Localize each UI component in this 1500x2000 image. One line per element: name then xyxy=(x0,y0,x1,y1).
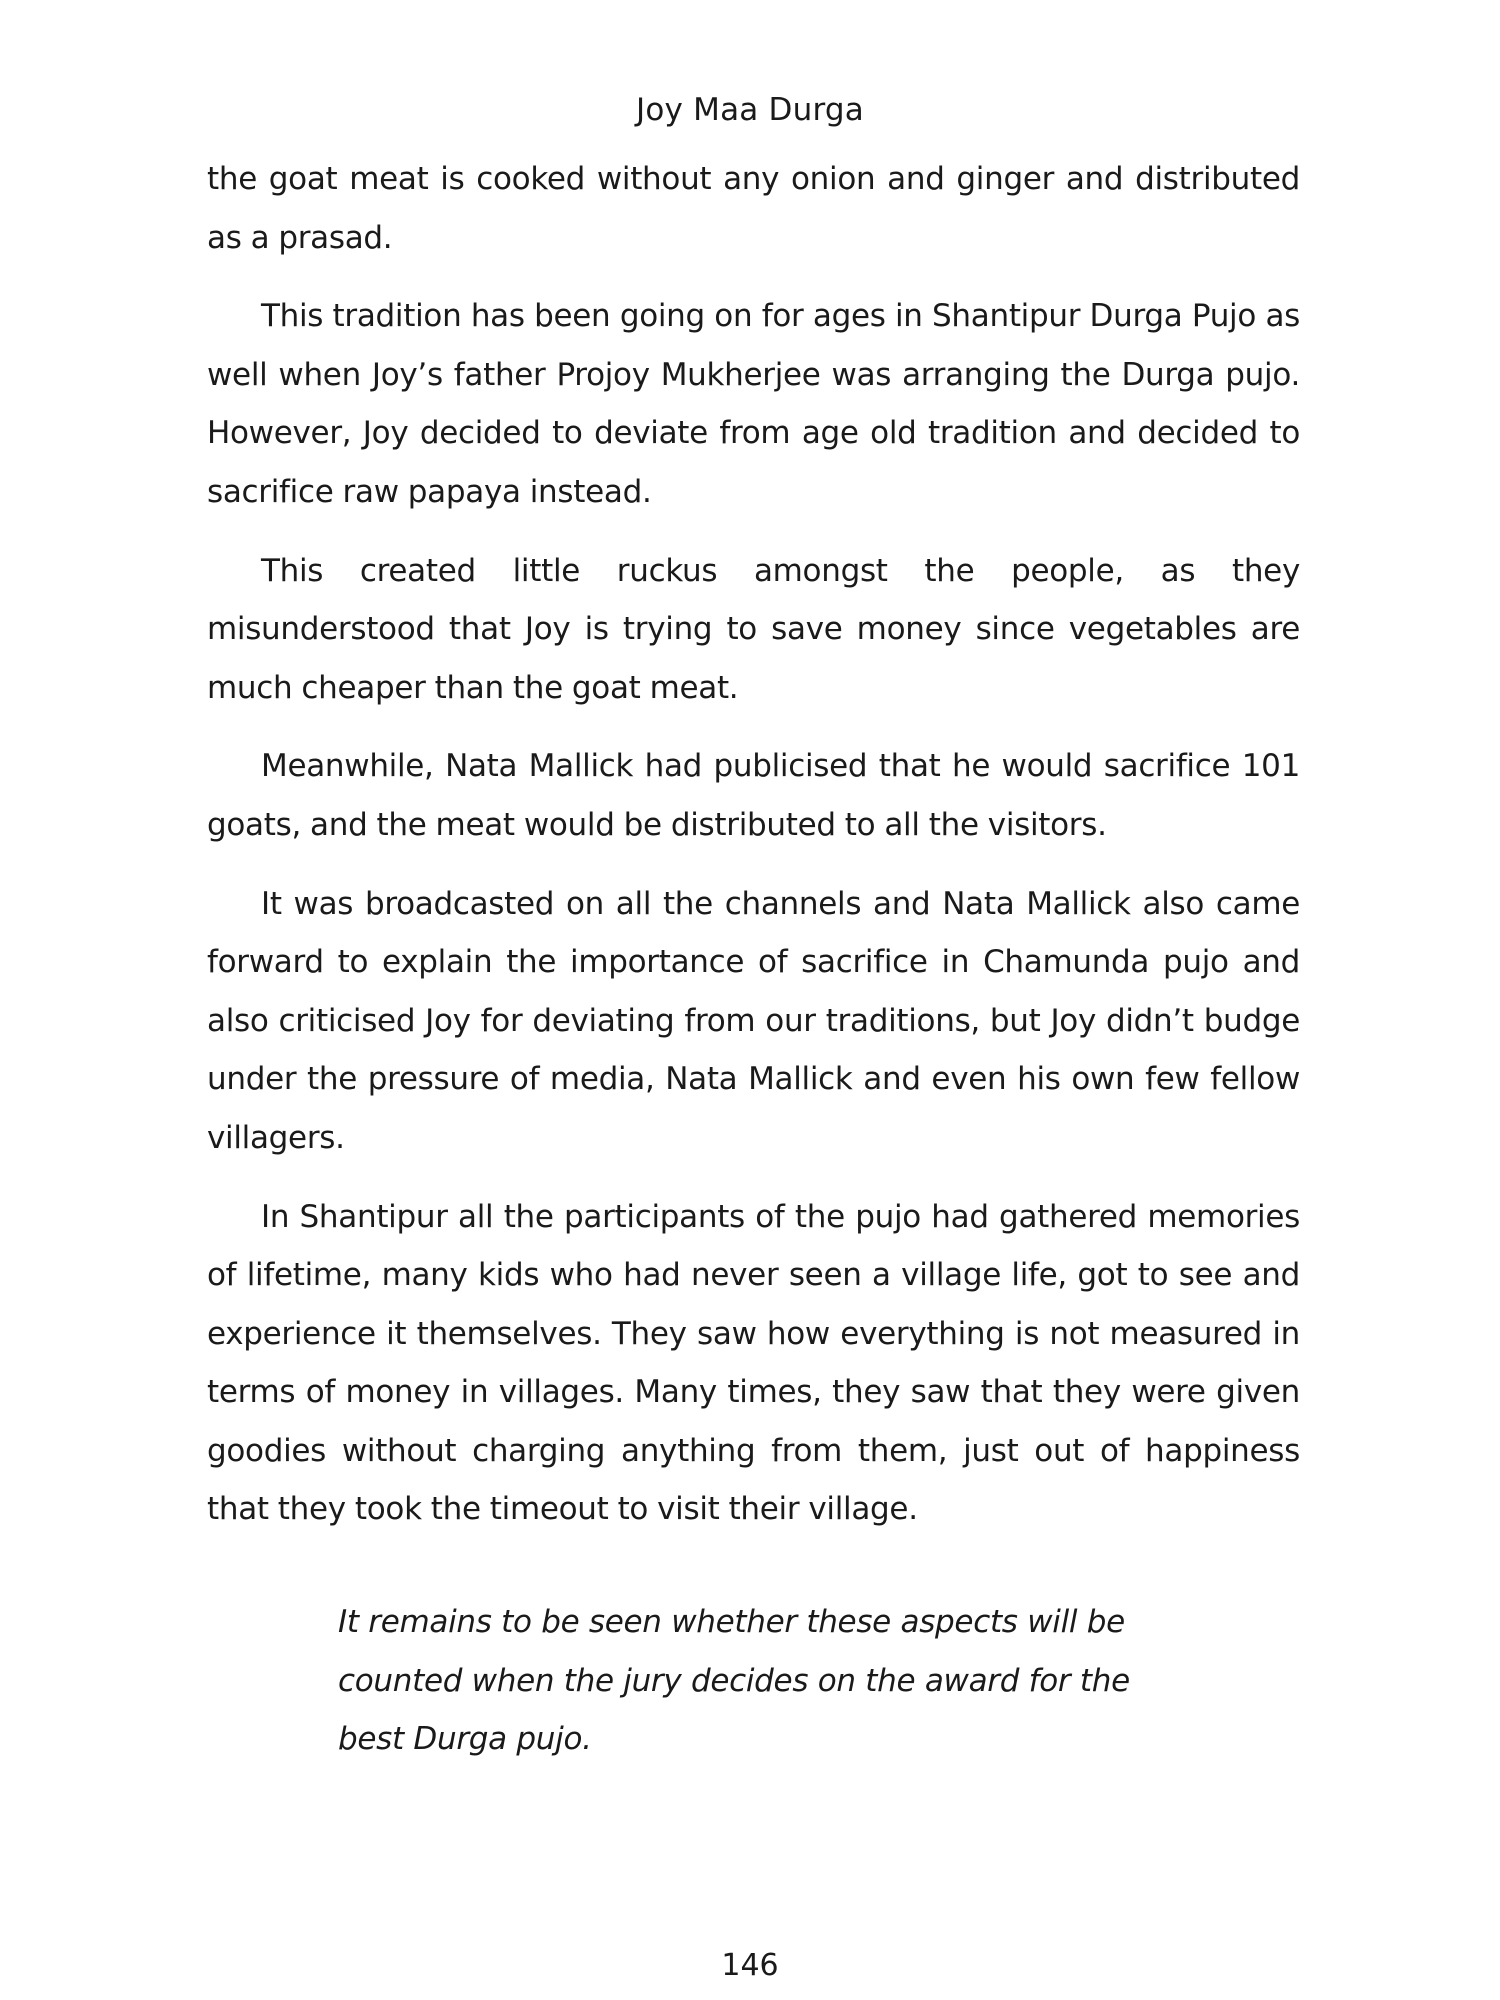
paragraph-broadcast: It was broadcasted on all the channels and Nata Mallick also came forward to explain the importance of sacrifice in Chamunda pujo and also criticised Joy for deviating from our traditions, but Joy didn’t budge under the pressure of media, Nata Mallick and even his own few fellow villagers. xyxy=(207,885,1300,1156)
page-number: 146 xyxy=(721,1948,779,1983)
paragraph-ruckus: This created little ruckus amongst the people, as they misunderstood that Joy is trying to save money since vegetables are much cheaper than the goat meat. xyxy=(207,552,1300,706)
body-text xyxy=(207,150,1300,1559)
running-title: Joy Maa Durga xyxy=(636,92,864,128)
paragraph-nata-mallick: Meanwhile, Nata Mallick had publicised that he would sacrifice 101 goats, and the meat would be distributed to all the visitors. xyxy=(207,748,1300,843)
paragraph-shantipur: In Shantipur all the participants of the pujo had gathered memories of lifetime, many kids who had never seen a village life, got to see and experience it themselves. They saw how everything is not measured in terms of money in villages. Many times, they saw that they were given goodies without charging anything from them, just out of happiness that they took the timeout to visit their village. xyxy=(207,1198,1300,1528)
paragraph-continued: the goat meat is cooked without any onion and ginger and distributed as a prasad. xyxy=(207,161,1300,256)
closing-quote: It remains to be seen whether these aspects will be counted when the jury decides on the award for the best Durga pujo. xyxy=(338,1604,1130,1758)
paragraph-tradition: This tradition has been going on for ages in Shantipur Durga Pujo as well when Joy’s father Projoy Mukherjee was arranging the Durga pujo. However, Joy decided to deviate from age old tradition and decided to sacrifice raw papaya instead. xyxy=(207,298,1300,510)
